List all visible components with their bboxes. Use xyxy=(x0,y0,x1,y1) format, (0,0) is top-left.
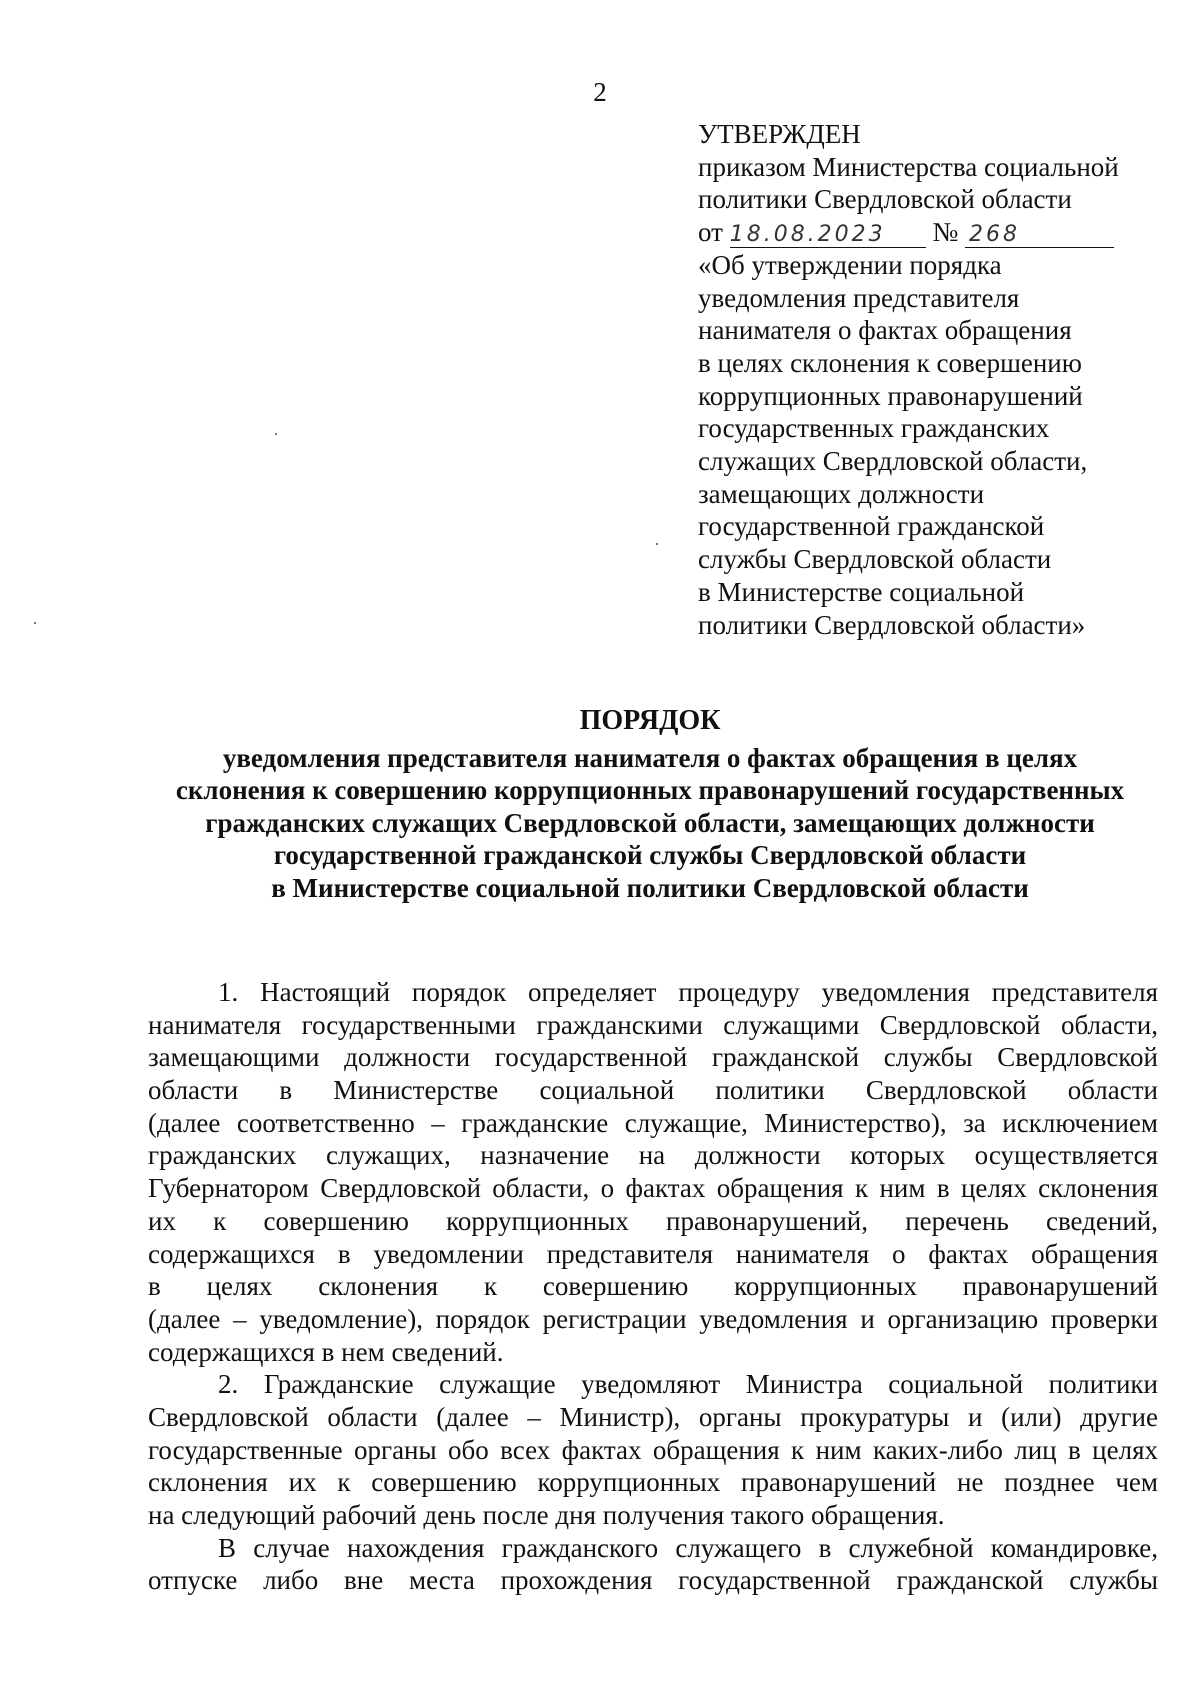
approval-line: государственных гражданских xyxy=(698,413,1050,444)
paragraph-line: замещающими должности государственной гражданской службы Свердловской xyxy=(148,1042,1158,1073)
approval-line: политики Свердловской области xyxy=(698,184,1072,215)
paragraph-line: отпуске либо вне места прохождения государственной гражданской службы xyxy=(148,1565,1158,1596)
number-field xyxy=(965,220,1114,248)
date-field xyxy=(730,220,926,248)
paragraph-line: склонения их к совершению коррупционных правонарушений не позднее чем xyxy=(148,1467,1158,1498)
approval-line: службы Свердловской области xyxy=(698,544,1052,575)
document-title xyxy=(140,705,1160,904)
handwritten-date: 18.08.2023 xyxy=(729,222,886,248)
title-line: в Министерстве социальной политики Свердловской области xyxy=(271,872,1029,903)
paragraph-line: содержащихся в уведомлении представителя нанимателя о фактах обращения xyxy=(148,1238,1158,1269)
paragraph-line: в целях склонения к совершению коррупционных правонарушений xyxy=(148,1271,1158,1302)
title-line: склонения к совершению коррупционных правонарушений государственных xyxy=(175,775,1125,805)
approval-line: уведомления представителя xyxy=(698,282,1020,313)
approval-date-line xyxy=(698,216,1178,249)
page-number: 2 xyxy=(593,77,607,107)
paragraph-line: Свердловской области (далее – Министр), органы прокуратуры и (или) другие xyxy=(148,1401,1158,1432)
paragraph-line: государственные органы обо всех фактах обращения к ним каких-либо лиц в целях xyxy=(148,1434,1158,1465)
approval-heading: УТВЕРЖДЕН xyxy=(698,119,861,149)
paragraph-line: В случае нахождения гражданского служащего в служебной командировке, xyxy=(218,1532,1158,1563)
approval-line: в Министерстве социальной xyxy=(698,576,1025,607)
approval-line: приказом Министерства социальной xyxy=(698,151,1119,182)
paragraph-line: гражданских служащих, назначение на должности которых осуществляется xyxy=(148,1140,1158,1171)
handwritten-number: 268 xyxy=(968,222,1020,248)
paragraph-line: области в Министерстве социальной политики Свердловской области xyxy=(148,1075,1158,1106)
paragraph-line: 2. Гражданские служащие уведомляют Министра социальной политики xyxy=(218,1369,1158,1400)
paragraph-line: (далее соответственно – гражданские служащие, Министерство), за исключением xyxy=(148,1107,1158,1138)
date-prefix: от xyxy=(698,217,723,248)
scan-speck xyxy=(34,622,36,624)
approval-line: в целях склонения к совершению xyxy=(698,347,1082,378)
title-line: уведомления представителя нанимателя о фактах обращения в целях xyxy=(222,742,1078,773)
paragraph xyxy=(148,1368,1158,1531)
approval-line: замещающих должности xyxy=(698,478,985,509)
paragraph-line: Губернатором Свердловской области, о фактах обращения к ним в целях склонения xyxy=(148,1173,1158,1204)
approval-block xyxy=(698,118,1178,641)
paragraph-line: их к совершению коррупционных правонарушений, перечень сведений, xyxy=(148,1205,1158,1236)
document-body xyxy=(148,976,1158,1597)
approval-line: «Об утверждении порядка xyxy=(698,249,1002,280)
paragraph xyxy=(148,976,1158,1368)
scan-speck xyxy=(275,433,277,435)
number-prefix: № xyxy=(932,217,959,248)
paragraph xyxy=(148,1532,1158,1597)
approval-line: государственной гражданской xyxy=(698,511,1045,542)
paragraph-line: содержащихся в нем сведений. xyxy=(148,1336,504,1367)
approval-line: коррупционных правонарушений xyxy=(698,380,1083,411)
approval-order-title xyxy=(698,249,1178,641)
title-subtitle xyxy=(140,742,1160,905)
approval-line: служащих Свердловской области, xyxy=(698,446,1088,477)
paragraph-line: (далее – уведомление), порядок регистрации уведомления и организацию проверки xyxy=(148,1303,1158,1334)
approval-line: нанимателя о фактах обращения xyxy=(698,315,1072,346)
paragraph-line: 1. Настоящий порядок определяет процедуру уведомления представителя xyxy=(218,977,1158,1007)
scan-speck xyxy=(656,543,658,545)
paragraph-line: нанимателя государственными гражданскими служащими Свердловской области, xyxy=(148,1009,1158,1040)
approval-line: политики Свердловской области» xyxy=(698,609,1086,640)
title-line: государственной гражданской службы Свердловской области xyxy=(273,840,1027,870)
title-line: гражданских служащих Свердловской области, замещающих должности xyxy=(205,807,1095,838)
paragraph-line: на следующий рабочий день после дня получения такого обращения. xyxy=(148,1500,945,1530)
title-main: ПОРЯДОК xyxy=(579,705,721,736)
